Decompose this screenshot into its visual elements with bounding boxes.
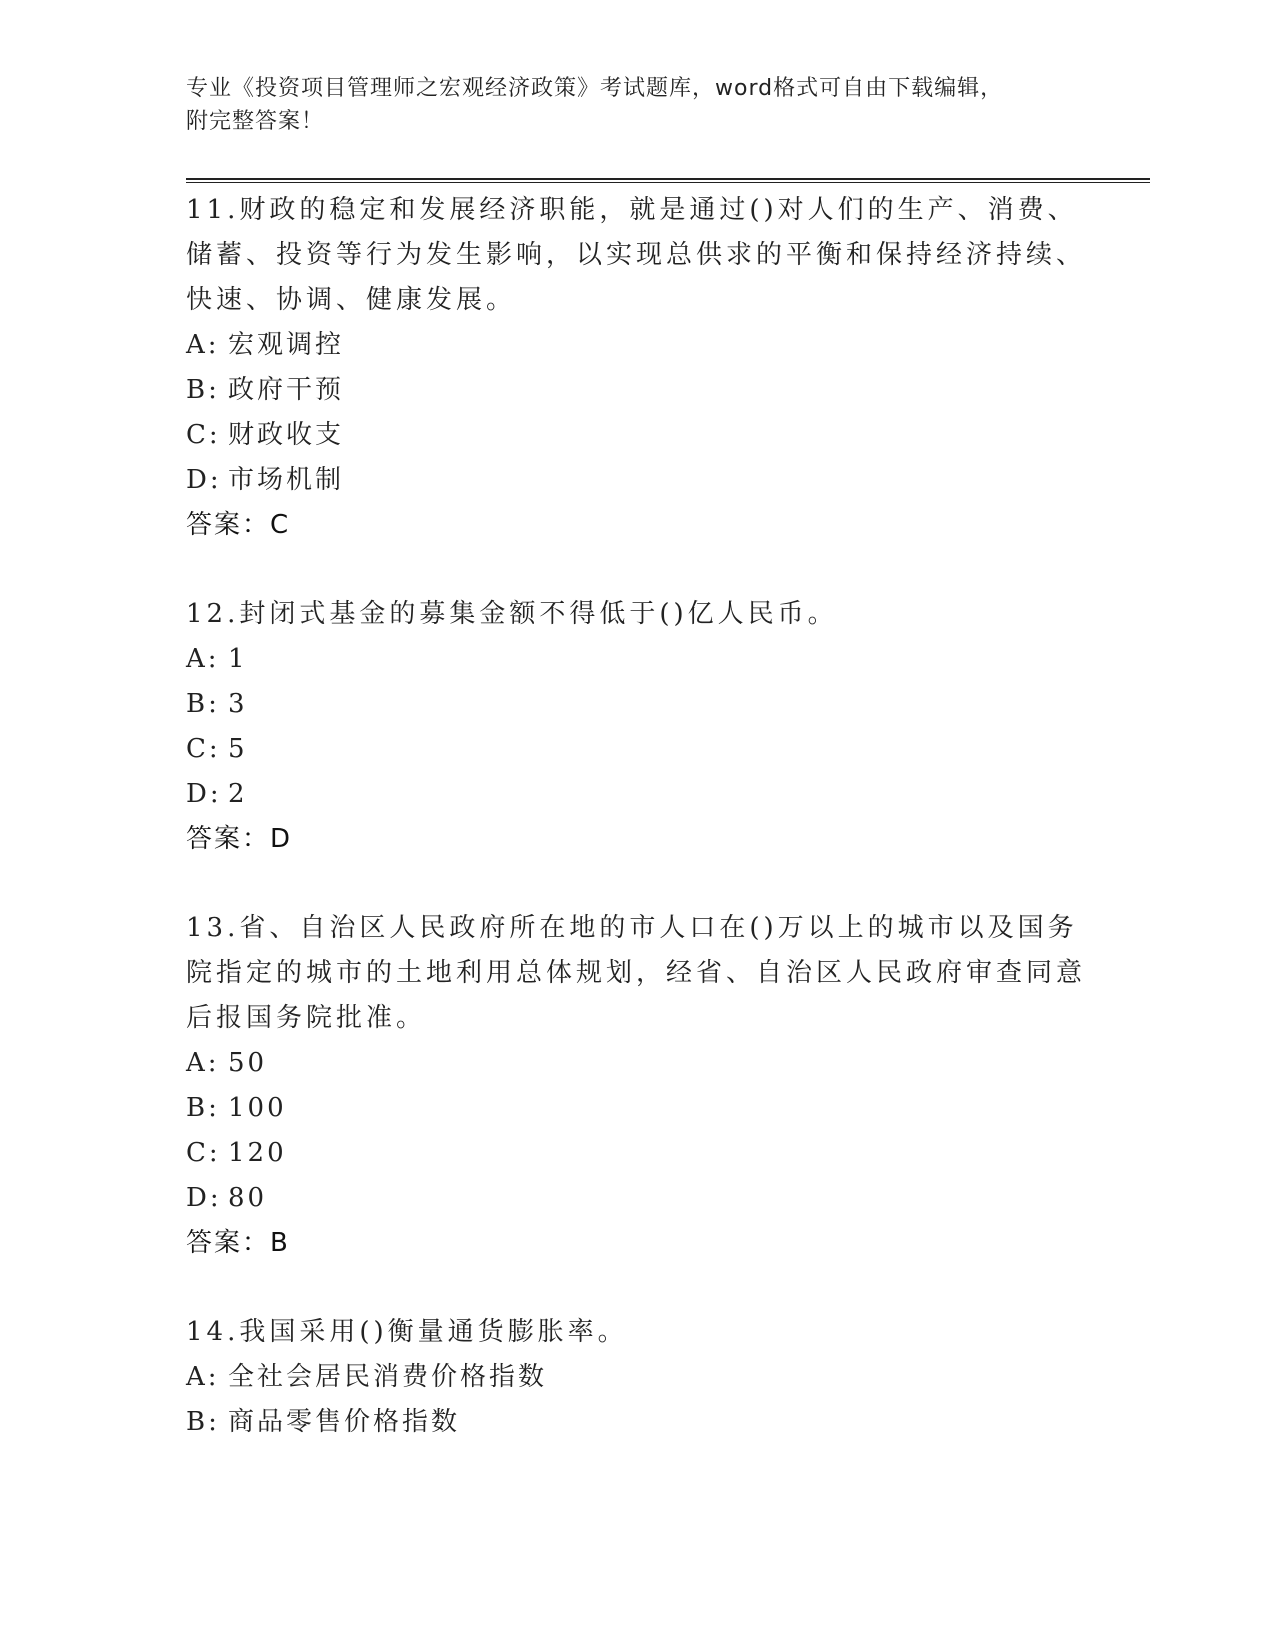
option-letter: A:: [186, 330, 220, 360]
option-letter: A:: [186, 1362, 220, 1392]
option-b: [186, 1086, 1086, 1131]
option-text: 商品零售价格指数: [228, 1407, 461, 1437]
option-b: [186, 1400, 1086, 1445]
header-line-2: 附完整答案！: [186, 109, 325, 134]
option-d: [186, 1176, 1086, 1221]
option-letter: B:: [186, 689, 220, 719]
answer-line: 答案：C: [186, 510, 291, 540]
option-letter: A:: [186, 1048, 220, 1078]
question-list: [186, 188, 1086, 1445]
option-text: 5: [228, 734, 248, 764]
option-text: 1: [228, 644, 248, 674]
question-spacer: [186, 1266, 1086, 1310]
option-letter: D:: [186, 465, 222, 495]
question-11: [186, 188, 1086, 548]
option-letter: C:: [186, 1138, 221, 1168]
option-text: 2: [228, 779, 248, 809]
option-text: 80: [228, 1183, 268, 1213]
header-divider-thin: [186, 182, 1150, 183]
question-13: [186, 906, 1086, 1266]
option-a: [186, 323, 1086, 368]
answer-line: 答案：D: [186, 824, 293, 854]
question-text: 13.省、自治区人民政府所在地的市人口在()万以上的城市以及国务院指定的城市的土地利用总体规划，经省、自治区人民政府审查同意后报国务院批准。: [186, 913, 1087, 1033]
option-c: [186, 727, 1086, 772]
option-d: [186, 772, 1086, 817]
option-letter: B:: [186, 375, 220, 405]
question-14: [186, 1310, 1086, 1445]
option-text: 财政收支: [228, 420, 345, 450]
option-text: 100: [228, 1093, 287, 1123]
option-a: [186, 1041, 1086, 1086]
option-letter: C:: [186, 734, 221, 764]
option-a: [186, 637, 1086, 682]
answer-line: 答案：B: [186, 1228, 290, 1258]
option-c: [186, 413, 1086, 458]
option-text: 政府干预: [228, 375, 345, 405]
option-b: [186, 682, 1086, 727]
question-text: 11.财政的稳定和发展经济职能，就是通过()对人们的生产、消费、储蓄、投资等行为发生影响，以实现总供求的平衡和保持经济持续、快速、协调、健康发展。: [186, 195, 1087, 315]
header-divider-thick: [186, 178, 1150, 180]
question-text: 14.我国采用()衡量通货膨胀率。: [186, 1317, 628, 1347]
option-text: 50: [228, 1048, 268, 1078]
option-text: 3: [228, 689, 248, 719]
question-spacer: [186, 862, 1086, 906]
option-text: 120: [228, 1138, 287, 1168]
question-text: 12.封闭式基金的募集金额不得低于()亿人民币。: [186, 599, 838, 629]
option-letter: D:: [186, 779, 222, 809]
question-spacer: [186, 548, 1086, 592]
question-12: [186, 592, 1086, 862]
option-letter: C:: [186, 420, 221, 450]
option-text: 市场机制: [228, 465, 345, 495]
option-letter: A:: [186, 644, 220, 674]
option-text: 全社会居民消费价格指数: [228, 1362, 548, 1392]
option-b: [186, 368, 1086, 413]
option-letter: D:: [186, 1183, 222, 1213]
option-text: 宏观调控: [228, 330, 345, 360]
option-d: [186, 458, 1086, 503]
header-line-1: 专业《投资项目管理师之宏观经济政策》考试题库，word格式可自由下载编辑，: [186, 76, 1004, 101]
option-letter: B:: [186, 1093, 220, 1123]
option-letter: B:: [186, 1407, 220, 1437]
option-c: [186, 1131, 1086, 1176]
document-header: [186, 72, 1086, 138]
option-a: [186, 1355, 1086, 1400]
